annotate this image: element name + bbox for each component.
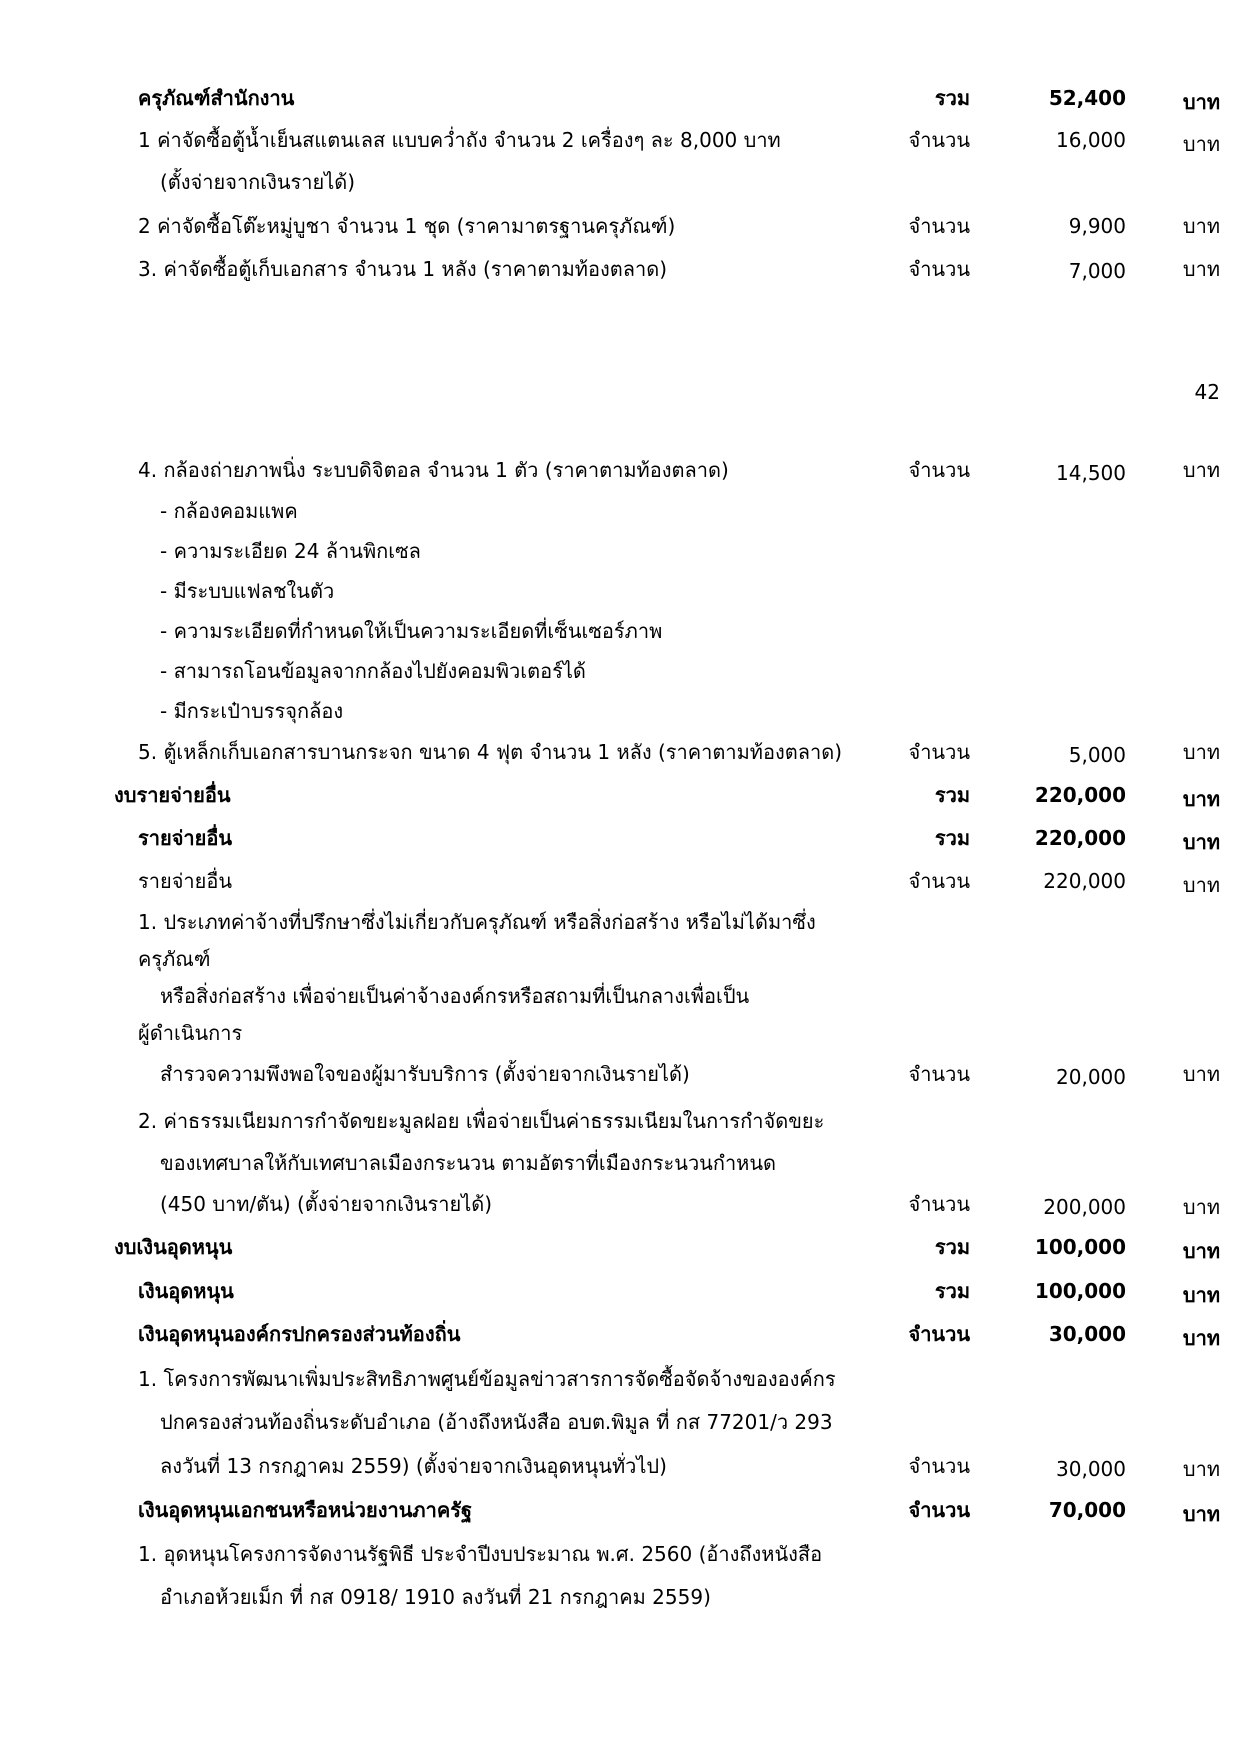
unit-label: บาท [1182, 830, 1220, 854]
quantity-label: จำนวน [908, 1498, 970, 1522]
spec-line: - สามารถโอนข้อมูลจากกล้องไปยังคอมพิวเตอร์ได้ [160, 659, 586, 683]
item-text: ครุภัณฑ์ [138, 947, 211, 971]
unit-label: บาท [1182, 740, 1220, 764]
item-amount: 220,000 [1043, 869, 1126, 893]
section-amount: 220,000 [1034, 826, 1126, 850]
unit-label: บาท [1182, 257, 1220, 281]
section-amount: 100,000 [1034, 1279, 1126, 1303]
item-text: ลงวันที่ 13 กรกฎาคม 2559) (ตั้งจ่ายจากเงินอุดหนุนทั่วไป) [160, 1454, 667, 1478]
section-title-subsidy-private: เงินอุดหนุนเอกชนหรือหน่วยงานภาครัฐ [138, 1498, 472, 1522]
item-text: 3. ค่าจัดซื้อตู้เก็บเอกสาร จำนวน 1 หลัง (ราคาตามท้องตลาด) [138, 257, 668, 281]
unit-label: บาท [1182, 1195, 1220, 1219]
item-amount: 30,000 [1056, 1457, 1126, 1481]
quantity-label: จำนวน [908, 869, 970, 893]
spec-line: - กล้องคอมแพค [160, 499, 298, 523]
item-text: 2 ค่าจัดซื้อโต๊ะหมู่บูชา จำนวน 1 ชุด (ราคามาตรฐานครุภัณฑ์) [138, 214, 676, 238]
section-amount: 30,000 [1048, 1322, 1126, 1346]
section-title-subsidy: เงินอุดหนุน [138, 1279, 234, 1303]
item-amount: 16,000 [1056, 128, 1126, 152]
spec-line: - มีกระเป๋าบรรจุกล้อง [160, 699, 344, 723]
total-label: รวม [934, 86, 970, 110]
item-text: 2. ค่าธรรมเนียมการกำจัดขยะมูลฝอย เพื่อจ่ายเป็นค่าธรรมเนียมในการกำจัดขยะ [138, 1109, 825, 1133]
quantity-label: จำนวน [908, 128, 970, 152]
unit-label: บาท [1182, 214, 1220, 238]
item-text: รายจ่ายอื่น [138, 869, 233, 893]
unit-label: บาท [1182, 132, 1220, 156]
section-amount: 52,400 [1048, 86, 1126, 110]
item-text: อำเภอห้วยเม็ก ที่ กส 0918/ 1910 ลงวันที่ 21 กรกฎาคม 2559) [160, 1585, 711, 1609]
quantity-label: จำนวน [908, 1454, 970, 1478]
quantity-label: จำนวน [908, 1062, 970, 1086]
spec-line: - ความระเอียดที่กำหนดให้เป็นความระเอียดที่เซ็นเซอร์ภาพ [160, 619, 663, 643]
item-text: ปกครองส่วนท้องถิ่นระดับอำเภอ (อ้างถึงหนังสือ อบต.พิมูล ที่ กส 77201/ว 293 [160, 1410, 833, 1434]
quantity-label: จำนวน [908, 1192, 970, 1216]
item-text: ผู้ดำเนินการ [138, 1021, 243, 1045]
unit-label: บาท [1182, 1239, 1220, 1263]
quantity-label: จำนวน [908, 458, 970, 482]
total-label: รวม [934, 783, 970, 807]
section-amount: 220,000 [1034, 783, 1126, 807]
item-text: สำรวจความพึงพอใจของผู้มารับบริการ (ตั้งจ่ายจากเงินรายได้) [160, 1062, 690, 1086]
total-label: รวม [934, 826, 970, 850]
unit-label: บาท [1182, 873, 1220, 897]
unit-label: บาท [1182, 1326, 1220, 1350]
total-label: รวม [934, 1279, 970, 1303]
section-amount: 70,000 [1048, 1498, 1126, 1522]
unit-label: บาท [1182, 787, 1220, 811]
spec-line: - ความระเอียด 24 ล้านพิกเซล [160, 539, 421, 563]
unit-label: บาท [1182, 458, 1220, 482]
item-text: 4. กล้องถ่ายภาพนิ่ง ระบบดิจิตอล จำนวน 1 ตัว (ราคาตามท้องตลาด) [138, 458, 729, 482]
item-text: 1. อุดหนุนโครงการจัดงานรัฐพิธี ประจำปีงบประมาณ พ.ศ. 2560 (อ้างถึงหนังสือ [138, 1542, 823, 1566]
total-label: รวม [934, 1235, 970, 1259]
spec-line: - มีระบบแฟลชในตัว [160, 579, 335, 603]
unit-label: บาท [1182, 1062, 1220, 1086]
section-title-budget-subsidy: งบเงินอุดหนุน [114, 1235, 233, 1259]
section-amount: 100,000 [1034, 1235, 1126, 1259]
unit-label: บาท [1182, 90, 1220, 114]
item-text: (450 บาท/ตัน) (ตั้งจ่ายจากเงินรายได้) [160, 1192, 493, 1216]
page-number: 42 [1194, 380, 1220, 404]
item-amount: 9,900 [1068, 214, 1126, 238]
item-amount: 200,000 [1043, 1195, 1126, 1219]
unit-label: บาท [1182, 1502, 1220, 1526]
quantity-label: จำนวน [908, 214, 970, 238]
section-title-office-equipment: ครุภัณฑ์สำนักงาน [138, 86, 295, 110]
section-title-other-expenses: รายจ่ายอื่น [138, 826, 233, 850]
item-amount: 5,000 [1068, 743, 1126, 767]
item-text: 5. ตู้เหล็กเก็บเอกสารบานกระจก ขนาด 4 ฟุต จำนวน 1 หลัง (ราคาตามท้องตลาด) [138, 740, 843, 764]
item-text: ของเทศบาลให้กับเทศบาลเมืองกระนวน ตามอัตราที่เมืองกระนวนกำหนด [160, 1151, 777, 1175]
item-text: หรือสิ่งก่อสร้าง เพื่อจ่ายเป็นค่าจ้างองค์กรหรือสถามที่เป็นกลางเพื่อเป็น [160, 984, 750, 1008]
item-amount: 14,500 [1056, 461, 1126, 485]
unit-label: บาท [1182, 1283, 1220, 1307]
item-text: 1. ประเภทค่าจ้างที่ปรึกษาซึ่งไม่เกี่ยวกับครุภัณฑ์ หรือสิ่งก่อสร้าง หรือไม่ได้มาซึ่ง [138, 910, 816, 934]
item-amount: 7,000 [1068, 259, 1126, 283]
section-title-budget-other: งบรายจ่ายอื่น [114, 783, 231, 807]
unit-label: บาท [1182, 1457, 1220, 1481]
item-text: 1. โครงการพัฒนาเพิ่มประสิทธิภาพศูนย์ข้อมูลข่าวสารการจัดซื้อจัดจ้างขององค์กร [138, 1367, 836, 1391]
quantity-label: จำนวน [908, 257, 970, 281]
item-text: (ตั้งจ่ายจากเงินรายได้) [160, 170, 356, 194]
section-title-subsidy-local: เงินอุดหนุนองค์กรปกครองส่วนท้องถิ่น [138, 1322, 461, 1346]
item-amount: 20,000 [1056, 1065, 1126, 1089]
item-text: 1 ค่าจัดซื้อตู้น้ำเย็นสแตนเลส แบบคว่ำถัง จำนวน 2 เครื่องๆ ละ 8,000 บาท [138, 128, 781, 152]
quantity-label: จำนวน [908, 740, 970, 764]
quantity-label: จำนวน [908, 1322, 970, 1346]
